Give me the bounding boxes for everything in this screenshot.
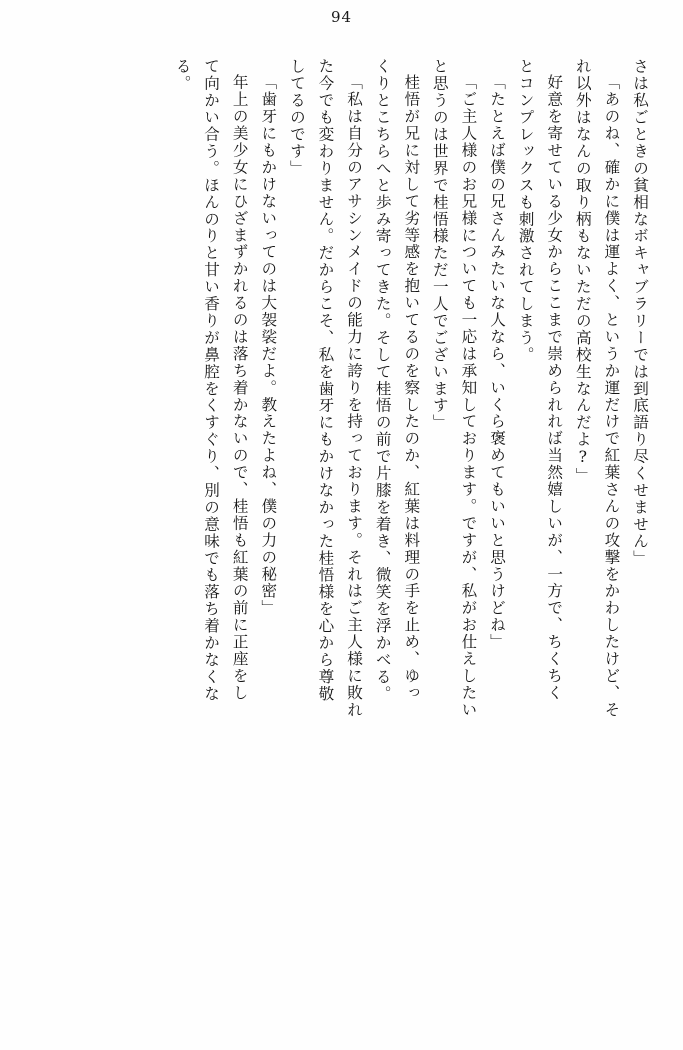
text-line: とコンプレックスも刺激されてしまう。 (516, 58, 535, 364)
page-number: 94 (330, 8, 353, 26)
text-line: た今でも変わりません。だからこそ、私を歯牙にもかけなかった桂悟様を心から尊敬 (316, 58, 335, 703)
text-line: 「たとえば僕の兄さんみたいな人なら、いくら褒めてもいいと思うけどね」 (488, 74, 507, 651)
text-line: 桂悟が兄に対して劣等感を抱いてるのを察したのか、紅葉は料理の手を止め、ゆっ (402, 74, 421, 702)
text-line: 「私は自分のアサシンメイドの能力に誇りを持っております。それはご主人様に敗れ (345, 74, 364, 719)
text-line: くりとこちらへと歩み寄ってきた。そして桂悟の前で片膝を着き、微笑を浮かべる。 (373, 58, 392, 703)
text-line: 年上の美少女にひざまずかれるのは落ち着かないので、桂悟も紅葉の前に正座をし (230, 74, 249, 702)
text-line: さは私ごときの貧相なボキャブラリーでは到底語り尽くせません」 (631, 58, 649, 567)
text-line: る。 (173, 58, 192, 92)
page-text-body (36, 58, 647, 1024)
text-line: と思うのは世界で桂悟様ただ一人でございます」 (430, 58, 449, 431)
text-line: 「あのね、確かに僕は運よく、というか運だけで紅葉さんの攻撃をかわしたけど、そ (602, 74, 621, 719)
text-line: れ以外はなんの取り柄もないただの高校生なんだよ?」 (573, 58, 592, 485)
text-line: してるのです」 (287, 58, 306, 177)
text-line: 「ご主人様のお兄様についても一応は承知しております。ですが、私がお仕えしたい (459, 74, 478, 719)
text-line: 「歯牙にもかけないってのは大袈裟だよ。教えたよね、僕の力の秘密」 (259, 74, 278, 617)
text-line: て向かい合う。ほんのりと甘い香りが鼻腔をくすぐり、別の意味でも落ち着かなくな (202, 58, 221, 703)
text-line: 好意を寄せている少女からここまで崇められれば当然嬉しいが、一方で、ちくちく (545, 74, 564, 702)
